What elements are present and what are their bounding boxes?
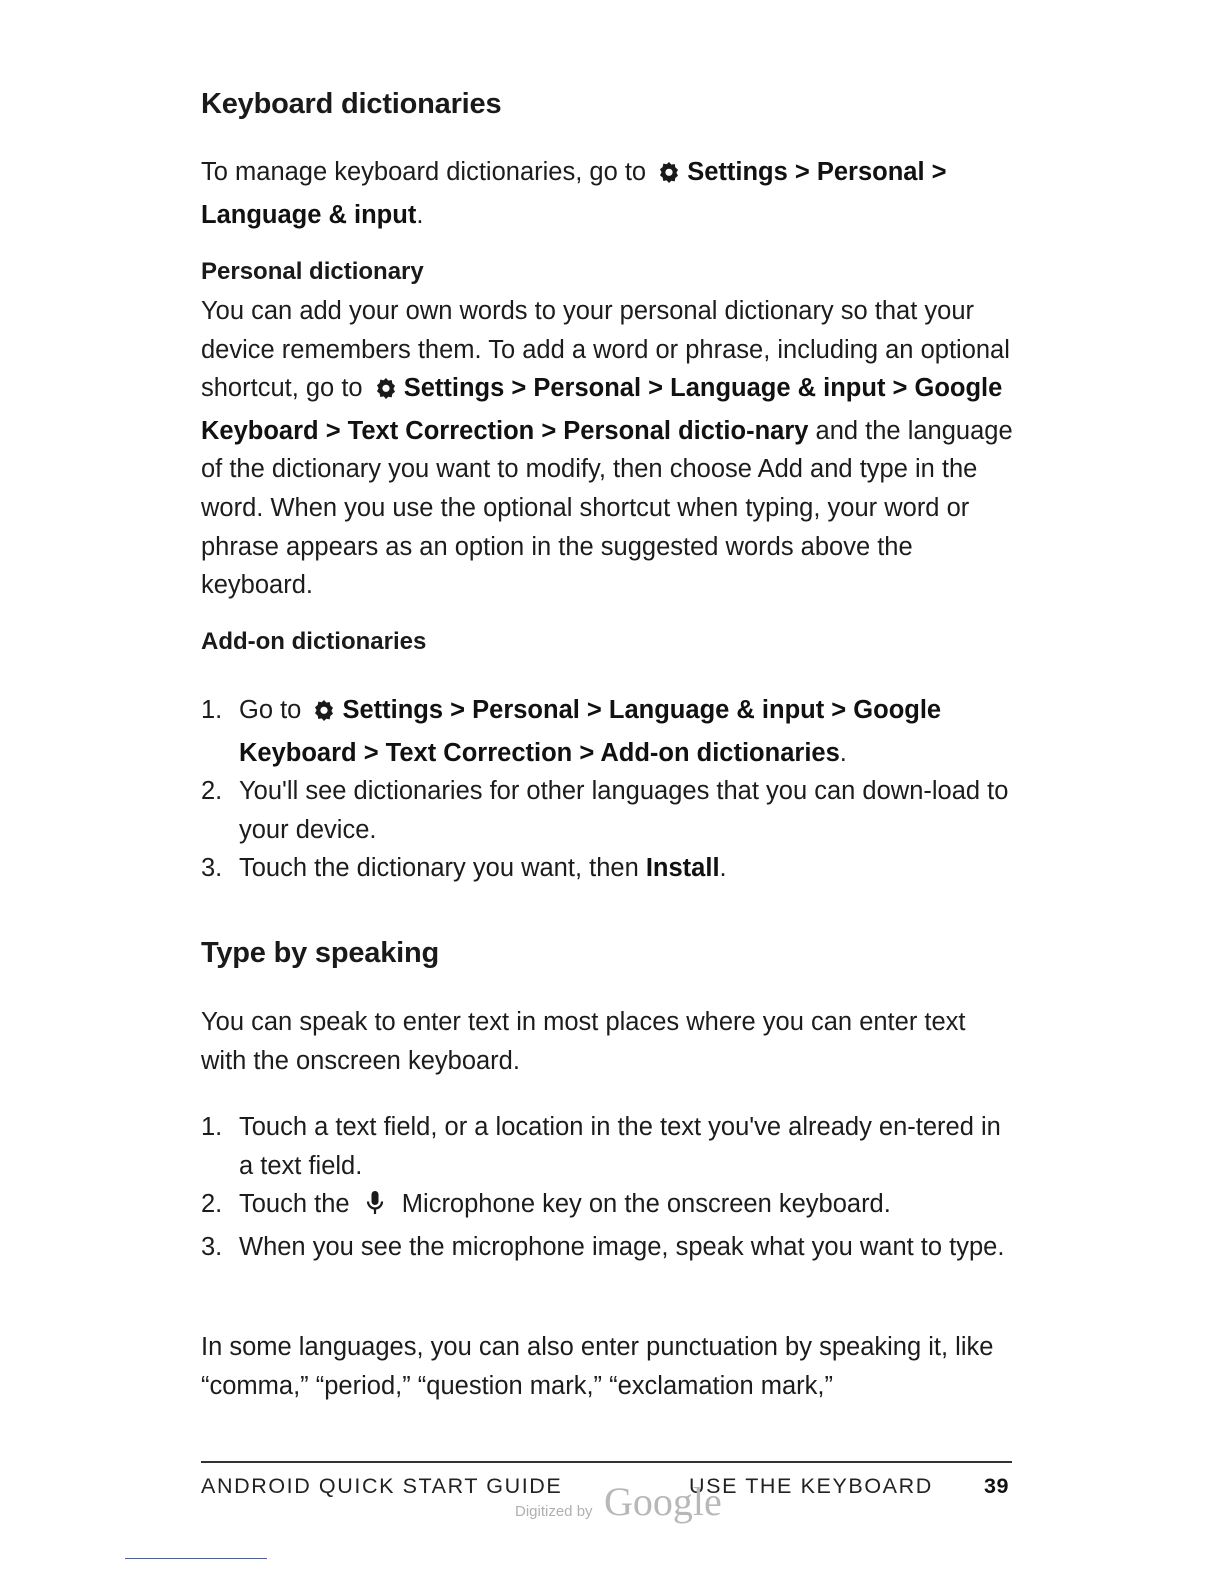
personal-dictionary-text bbox=[201, 292, 1013, 605]
step-number: 1. bbox=[201, 696, 223, 724]
settings-path: Settings > Personal > Language & input bbox=[201, 158, 947, 229]
addon-dictionaries-steps bbox=[201, 691, 1013, 888]
step-text: You'll see dictionaries for other languages that you can down-load to your device. bbox=[239, 777, 1009, 844]
step-period: . bbox=[719, 854, 727, 883]
scan-edge-line bbox=[125, 1558, 267, 1559]
type-by-speaking-intro: You can speak to enter text in most places where you can enter text with the onscreen keyboard. bbox=[201, 1008, 966, 1075]
microphone-icon bbox=[363, 1189, 387, 1228]
gear-icon bbox=[657, 157, 681, 196]
personal-dictionary-pre: You can add your own words to your personal dictionary so that your device remembers them. To add a word or phrase, including an optional shortcut, go to bbox=[201, 297, 1010, 403]
step-number: 3. bbox=[201, 854, 223, 883]
list-item bbox=[201, 1228, 1013, 1267]
intro-text: To manage keyboard dictionaries, go to bbox=[201, 158, 647, 186]
list-item bbox=[201, 1108, 1013, 1185]
page-number: 39 bbox=[984, 1474, 1009, 1498]
step-text: Touch a text field, or a location in the text you've already en-tered in a text field. bbox=[239, 1113, 1001, 1180]
footer-book-title: ANDROID QUICK START GUIDE bbox=[201, 1474, 563, 1498]
list-item bbox=[201, 772, 1013, 849]
step-number: 2. bbox=[201, 1190, 223, 1219]
step-text: Microphone key on the onscreen keyboard. bbox=[401, 1190, 891, 1219]
intro-period: . bbox=[416, 200, 424, 229]
type-by-speaking-closing: In some languages, you can also enter punctuation by speaking it, like “comma,” “period,” “question mark,” “exclamation mark,” bbox=[201, 1333, 994, 1400]
heading-type-by-speaking: Type by speaking bbox=[201, 937, 440, 969]
install-label: Install bbox=[645, 854, 720, 883]
step-text: When you see the microphone image, speak what you want to type. bbox=[239, 1232, 1005, 1261]
settings-path: Settings > Personal > Language & input > Google Keyboard > Text Correction > Add-on dictionaries bbox=[239, 696, 942, 767]
step-text: Go to bbox=[239, 696, 302, 724]
personal-dictionary-post: and the language of the dictionary you want to modify, then choose Add and type in the word. When you use the optional shortcut when typing, your word or phrase appears as an option in the suggested words above the keyboard. bbox=[201, 416, 1013, 600]
settings-path: Settings > Personal > Language & input > Google Keyboard > Text Correction > Personal dictio-nary bbox=[201, 374, 1003, 445]
step-period: . bbox=[839, 738, 847, 767]
heading-personal-dictionary: Personal dictionary bbox=[201, 258, 424, 285]
type-by-speaking-steps bbox=[201, 1108, 1013, 1266]
heading-keyboard-dictionaries: Keyboard dictionaries bbox=[201, 88, 502, 120]
google-logo: Google bbox=[604, 1479, 722, 1524]
digitized-by-watermark: Digitized by bbox=[515, 1503, 593, 1520]
step-number: 3. bbox=[201, 1232, 223, 1261]
list-item bbox=[201, 691, 1013, 772]
keyboard-dictionaries-intro bbox=[201, 153, 1013, 234]
step-number: 1. bbox=[201, 1113, 223, 1141]
step-text: Touch the bbox=[239, 1190, 350, 1219]
list-item bbox=[201, 1185, 1013, 1228]
list-item bbox=[201, 849, 1013, 888]
step-text: Touch the dictionary you want, then bbox=[239, 854, 646, 883]
gear-icon bbox=[312, 695, 336, 734]
footer-chapter: USE THE KEYBOARD bbox=[689, 1474, 933, 1498]
footer-divider bbox=[201, 1461, 1012, 1463]
gear-icon bbox=[374, 373, 398, 412]
step-number: 2. bbox=[201, 777, 223, 806]
heading-addon-dictionaries: Add-on dictionaries bbox=[201, 628, 427, 655]
